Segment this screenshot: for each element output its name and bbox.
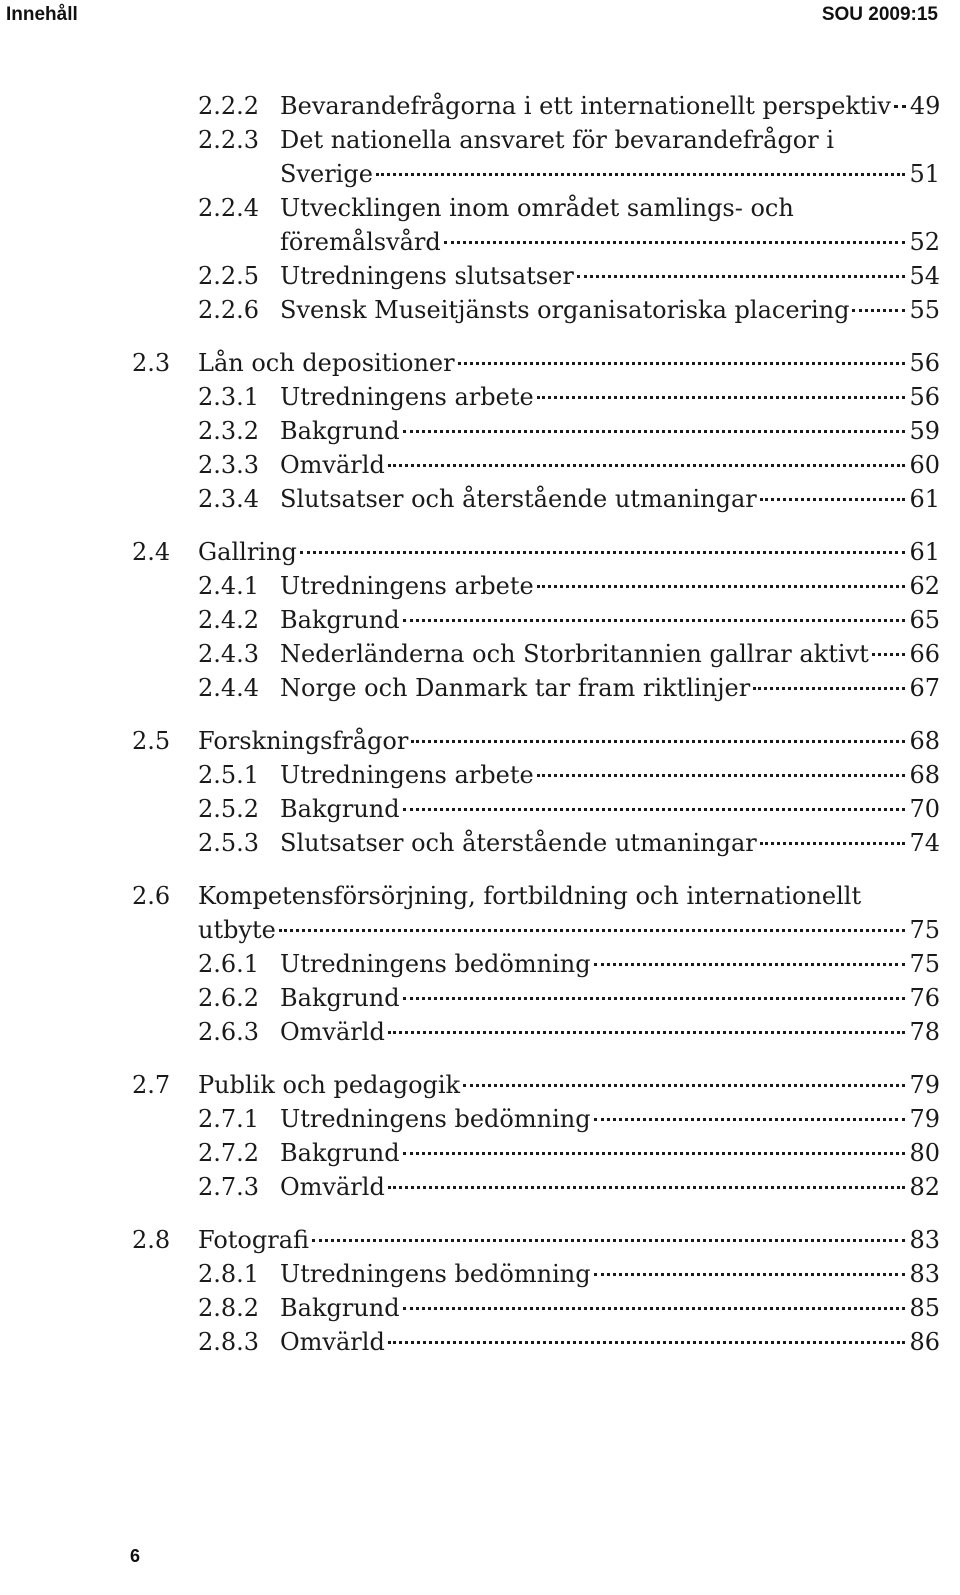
- toc-entry-page: 49: [909, 92, 941, 120]
- toc-entry-title: föremålsvård: [280, 228, 441, 256]
- toc-entry[interactable]: [198, 1171, 940, 1203]
- toc-entry-page: 79: [909, 1071, 940, 1099]
- toc-entry-number: 2.3.1: [198, 383, 260, 411]
- toc-leader-dots: [594, 963, 906, 966]
- toc-entry[interactable]: [198, 638, 940, 670]
- toc-leader-dots: [753, 687, 905, 690]
- toc-entry-number: 2.5: [132, 727, 171, 755]
- toc-entry[interactable]: [132, 347, 940, 379]
- toc-entry-page: 54: [909, 262, 940, 290]
- toc-entry-title: Bakgrund: [280, 417, 400, 445]
- toc-entry[interactable]: [198, 1326, 940, 1358]
- toc-entry-page: 67: [909, 674, 940, 702]
- toc-entry-page: 66: [909, 640, 940, 668]
- toc-entry-number: 2.4.2: [198, 606, 260, 634]
- toc-leader-dots: [444, 241, 906, 244]
- toc-entry-number: 2.6.2: [198, 984, 260, 1012]
- toc-leader-dots: [577, 275, 906, 278]
- toc-entry[interactable]: [198, 1292, 940, 1324]
- toc-leader-dots: [403, 1152, 906, 1155]
- toc-entry-title: Slutsatser och återstående utmaningar: [280, 829, 757, 857]
- toc-leader-dots: [403, 619, 906, 622]
- toc-entry-title: Sverige: [280, 160, 373, 188]
- toc-entry[interactable]: [198, 90, 940, 122]
- toc-entry-page: 60: [909, 451, 940, 479]
- document-reference: SOU 2009:15: [821, 4, 938, 25]
- toc-entry-title: Omvärld: [280, 451, 385, 479]
- toc-entry-title: Nederländerna och Storbritannien gallrar aktivt: [280, 640, 869, 668]
- toc-leader-dots: [872, 653, 906, 656]
- toc-entry-title: Norge och Danmark tar fram riktlinjer: [280, 674, 751, 702]
- toc-entry[interactable]: [198, 226, 940, 258]
- toc-entry-page: 70: [909, 795, 940, 823]
- toc-entry-page: 62: [909, 572, 940, 600]
- toc-entry-page: 79: [909, 1105, 940, 1133]
- toc-entry-number: 2.8.1: [198, 1260, 260, 1288]
- toc-entry-number: 2.5.1: [198, 761, 260, 789]
- toc-entry-title: Utredningens arbete: [280, 572, 534, 600]
- toc-entry-number: 2.2.5: [198, 262, 260, 290]
- toc-entry-title: Publik och pedagogik: [198, 1071, 461, 1099]
- toc-leader-dots: [463, 1084, 905, 1087]
- toc-leader-dots: [852, 309, 905, 312]
- toc-entry-title: utbyte: [198, 916, 276, 944]
- toc-entry-number: 2.5.2: [198, 795, 260, 823]
- toc-leader-dots: [388, 1341, 906, 1344]
- toc-entry-title: Omvärld: [280, 1018, 385, 1046]
- toc-entry-page: 75: [909, 916, 940, 944]
- toc-leader-dots: [894, 105, 906, 108]
- toc-entry-number: 2.6.1: [198, 950, 260, 978]
- toc-entry-title: Gallring: [198, 538, 297, 566]
- toc-entry-page: 83: [909, 1260, 940, 1288]
- toc-entry-title: Utredningens bedömning: [280, 950, 591, 978]
- toc-entry-page: 52: [909, 228, 940, 256]
- toc-entry-page: 83: [909, 1226, 940, 1254]
- toc-entry-page: 74: [909, 829, 940, 857]
- toc-entry[interactable]: [198, 793, 940, 825]
- toc-entry-page: 55: [909, 296, 940, 324]
- toc-entry-title: Det nationella ansvaret för bevarandefrågor i: [280, 126, 835, 154]
- toc-entry[interactable]: [198, 483, 940, 515]
- toc-entry-title: Omvärld: [280, 1328, 385, 1356]
- toc-entry-title: Bakgrund: [280, 795, 400, 823]
- toc-entry-page: 85: [909, 1294, 940, 1322]
- toc-entry-number: 2.5.3: [198, 829, 260, 857]
- toc-entry-number: 2.4: [132, 538, 171, 566]
- toc-leader-dots: [537, 396, 906, 399]
- toc-entry-number: 2.8.2: [198, 1294, 260, 1322]
- toc-entry-number: 2.7.2: [198, 1139, 260, 1167]
- toc-entry[interactable]: [198, 415, 940, 447]
- toc-entry-number: 2.8: [132, 1226, 171, 1254]
- toc-entry[interactable]: [198, 982, 940, 1014]
- toc-entry-title: Lån och depositioner: [198, 349, 455, 377]
- toc-entry[interactable]: [198, 449, 940, 481]
- toc-entry-number: 2.4.1: [198, 572, 260, 600]
- toc-entry[interactable]: [198, 294, 940, 326]
- toc-entry-number: 2.2.2: [198, 92, 260, 120]
- toc-entry[interactable]: [132, 1069, 940, 1101]
- toc-entry-number: 2.3.4: [198, 485, 260, 513]
- toc-entry-title: Utredningens slutsatser: [280, 262, 574, 290]
- toc-entry-page: 76: [909, 984, 940, 1012]
- toc-leader-dots: [279, 929, 906, 932]
- toc-entry[interactable]: [198, 604, 940, 636]
- toc-entry[interactable]: [198, 759, 940, 791]
- toc-leader-dots: [403, 1307, 906, 1310]
- toc-entry[interactable]: [198, 1137, 940, 1169]
- toc-entry-page: 56: [909, 349, 940, 377]
- toc-leader-dots: [403, 808, 906, 811]
- toc-entry-page: 56: [909, 383, 940, 411]
- toc-entry[interactable]: [198, 124, 834, 156]
- toc-leader-dots: [403, 430, 906, 433]
- toc-entry[interactable]: [132, 725, 940, 757]
- toc-entry[interactable]: [198, 1103, 940, 1135]
- toc-entry[interactable]: [198, 381, 940, 413]
- toc-entry[interactable]: [198, 672, 940, 704]
- toc-leader-dots: [411, 740, 905, 743]
- toc-entry-page: 51: [909, 160, 940, 188]
- toc-entry[interactable]: [198, 948, 940, 980]
- toc-entry-number: 2.3: [132, 349, 171, 377]
- toc-entry[interactable]: [132, 1224, 940, 1256]
- toc-leader-dots: [300, 551, 906, 554]
- toc-entry[interactable]: [198, 570, 940, 602]
- toc-leader-dots: [388, 464, 906, 467]
- toc-entry-title: Bakgrund: [280, 1139, 400, 1167]
- toc-entry[interactable]: [132, 914, 940, 946]
- section-label: Innehåll: [6, 4, 78, 25]
- toc-leader-dots: [594, 1118, 906, 1121]
- toc-entry-title: Svensk Museitjänsts organisatoriska placering: [280, 296, 850, 324]
- toc-entry-title: Bakgrund: [280, 1294, 400, 1322]
- toc-entry[interactable]: [132, 536, 940, 568]
- toc-leader-dots: [537, 585, 906, 588]
- toc-entry-number: 2.2.3: [198, 126, 260, 154]
- toc-entry-number: 2.6.3: [198, 1018, 260, 1046]
- toc-entry[interactable]: [198, 827, 940, 859]
- toc-entry-number: 2.6: [132, 882, 171, 910]
- page-number: 6: [130, 1546, 141, 1566]
- toc-entry-title: Utredningens arbete: [280, 761, 534, 789]
- toc-entry-number: 2.4.3: [198, 640, 260, 668]
- toc-entry-title: Bakgrund: [280, 606, 400, 634]
- toc-entry[interactable]: [132, 880, 861, 912]
- toc-entry[interactable]: [198, 1258, 940, 1290]
- toc-entry-title: Fotografi: [198, 1226, 310, 1254]
- toc-entry-title: Kompetensförsörjning, fortbildning och internationellt: [198, 882, 862, 910]
- toc-entry-title: Forskningsfrågor: [198, 727, 409, 755]
- toc-entry-page: 65: [909, 606, 940, 634]
- toc-entry-page: 78: [909, 1018, 940, 1046]
- toc-leader-dots: [376, 173, 906, 176]
- toc-leader-dots: [537, 774, 906, 777]
- toc-leader-dots: [388, 1031, 906, 1034]
- toc-leader-dots: [388, 1186, 906, 1189]
- toc-entry-number: 2.2.6: [198, 296, 260, 324]
- toc-entry[interactable]: [198, 158, 940, 190]
- toc-entry-number: 2.4.4: [198, 674, 260, 702]
- toc-entry-title: Omvärld: [280, 1173, 385, 1201]
- toc-leader-dots: [458, 362, 906, 365]
- toc-entry-title: Bakgrund: [280, 984, 400, 1012]
- toc-entry-number: 2.3.3: [198, 451, 260, 479]
- toc-leader-dots: [594, 1273, 906, 1276]
- toc-entry-title: Slutsatser och återstående utmaningar: [280, 485, 757, 513]
- toc-entry-number: 2.2.4: [198, 194, 260, 222]
- toc-entry-number: 2.8.3: [198, 1328, 260, 1356]
- toc-entry-page: 68: [909, 727, 940, 755]
- toc-entry[interactable]: [198, 260, 940, 292]
- toc-entry[interactable]: [198, 192, 794, 224]
- toc-leader-dots: [403, 997, 906, 1000]
- toc-entry-title: Bevarandefrågorna i ett internationellt perspektiv: [280, 92, 891, 120]
- toc-entry-title: Utredningens bedömning: [280, 1260, 591, 1288]
- toc-entry-page: 61: [909, 485, 940, 513]
- toc-entry-number: 2.3.2: [198, 417, 260, 445]
- toc-entry-page: 80: [909, 1139, 940, 1167]
- toc-entry-title: Utvecklingen inom området samlings- och: [280, 194, 794, 222]
- toc-leader-dots: [760, 842, 906, 845]
- toc-entry-page: 59: [909, 417, 940, 445]
- toc-entry-page: 82: [909, 1173, 940, 1201]
- toc-entry[interactable]: [198, 1016, 940, 1048]
- toc-entry-page: 86: [909, 1328, 940, 1356]
- toc-entry-number: 2.7: [132, 1071, 171, 1099]
- toc-entry-number: 2.7.3: [198, 1173, 260, 1201]
- toc-leader-dots: [760, 498, 906, 501]
- toc-leader-dots: [312, 1239, 905, 1242]
- toc-entry-page: 68: [909, 761, 940, 789]
- toc-entry-page: 61: [909, 538, 940, 566]
- toc-entry-title: Utredningens arbete: [280, 383, 534, 411]
- toc-entry-title: Utredningens bedömning: [280, 1105, 591, 1133]
- toc-entry-number: 2.7.1: [198, 1105, 260, 1133]
- toc-entry-page: 75: [909, 950, 940, 978]
